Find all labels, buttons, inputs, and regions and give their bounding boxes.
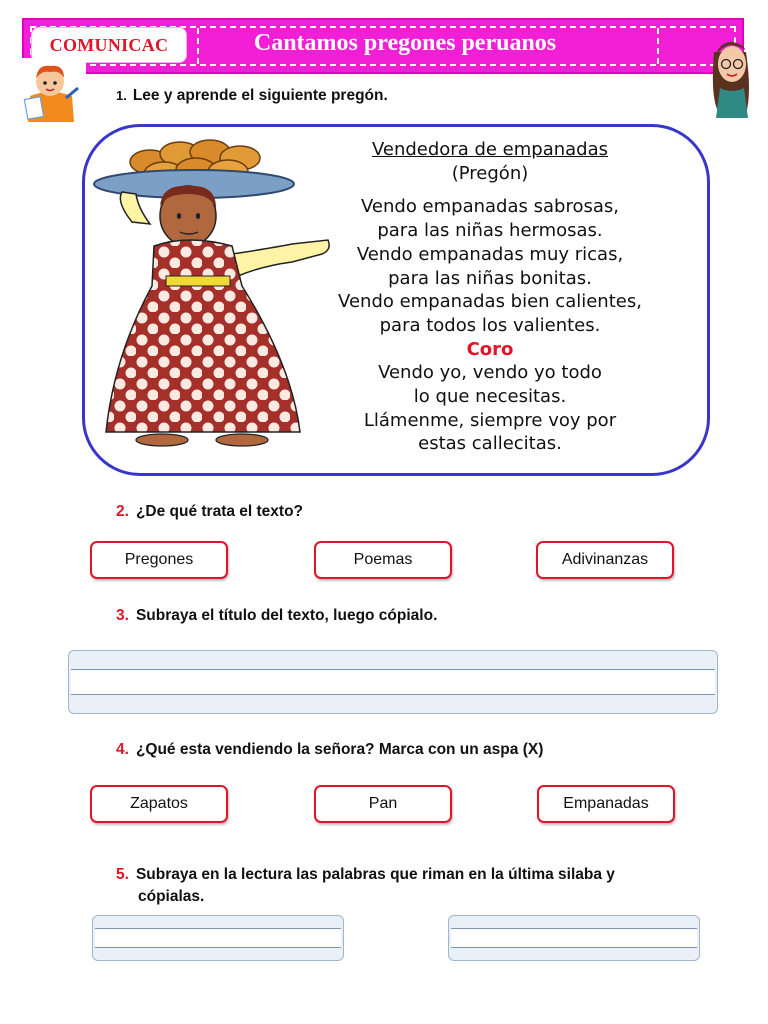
writing-line	[451, 928, 697, 948]
question-number: 5.	[116, 866, 129, 883]
question-text: ¿De qué trata el texto?	[135, 503, 304, 520]
answer-lines-rhyme-2[interactable]	[448, 915, 700, 961]
empanada-vendor-illustration	[92, 136, 332, 448]
child-writing-icon	[16, 58, 86, 122]
question-text: ¿Qué esta vendiendo la señora? Marca con un aspa (X)	[135, 741, 544, 758]
option-pregones[interactable]: Pregones	[90, 541, 228, 579]
poem-text	[310, 138, 670, 456]
option-pan[interactable]: Pan	[314, 785, 452, 823]
writing-line	[95, 928, 341, 948]
poem-chorus-label: Coro	[466, 338, 514, 360]
page-title: Cantamos pregones peruanos	[253, 30, 557, 56]
subject-tag: COMUNICAC	[31, 27, 187, 63]
poem-line: Vendo empanadas sabrosas,	[361, 196, 619, 218]
question-5	[116, 864, 716, 908]
question-1	[116, 87, 388, 105]
question-text-continued: cópialas.	[138, 888, 205, 905]
header-divider	[197, 28, 199, 64]
header-divider	[657, 28, 659, 64]
question-2	[116, 503, 303, 521]
poem-line: Vendo empanadas muy ricas,	[356, 243, 624, 265]
question-4	[116, 741, 543, 759]
option-empanadas[interactable]: Empanadas	[537, 785, 675, 823]
question-text: Subraya el título del texto, luego cópialo.	[135, 607, 438, 624]
question-text: Lee y aprende el siguiente pregón.	[132, 87, 388, 104]
question-text: Subraya en la lectura las palabras que riman en la última silaba y	[135, 866, 615, 883]
option-poemas[interactable]: Poemas	[314, 541, 452, 579]
writing-line	[71, 669, 715, 695]
poem-line: para todos los valientes.	[379, 314, 601, 336]
poem-subtitle: (Pregón)	[451, 162, 529, 184]
question-number: 4.	[116, 741, 129, 758]
option-adivinanzas[interactable]: Adivinanzas	[536, 541, 674, 579]
question-number: 2.	[116, 503, 129, 520]
poem-line: para las niñas bonitas.	[388, 267, 592, 289]
answer-lines-title[interactable]	[68, 650, 718, 714]
poem-chorus-line: estas callecitas.	[418, 433, 562, 455]
answer-lines-rhyme-1[interactable]	[92, 915, 344, 961]
poem-chorus-line: Vendo yo, vendo yo todo	[378, 362, 602, 384]
question-number: 1.	[116, 88, 127, 103]
option-zapatos[interactable]: Zapatos	[90, 785, 228, 823]
poem-chorus-line: Llámenme, siempre voy por	[363, 409, 617, 431]
poem-chorus-line: lo que necesitas.	[413, 386, 567, 408]
question-number: 3.	[116, 607, 129, 624]
teacher-avatar-icon	[706, 22, 752, 118]
poem-line: Vendo empanadas bien calientes,	[338, 291, 642, 313]
poem-line: para las niñas hermosas.	[377, 220, 603, 242]
poem-title: Vendedora de empanadas	[371, 139, 609, 160]
question-3	[116, 607, 437, 625]
